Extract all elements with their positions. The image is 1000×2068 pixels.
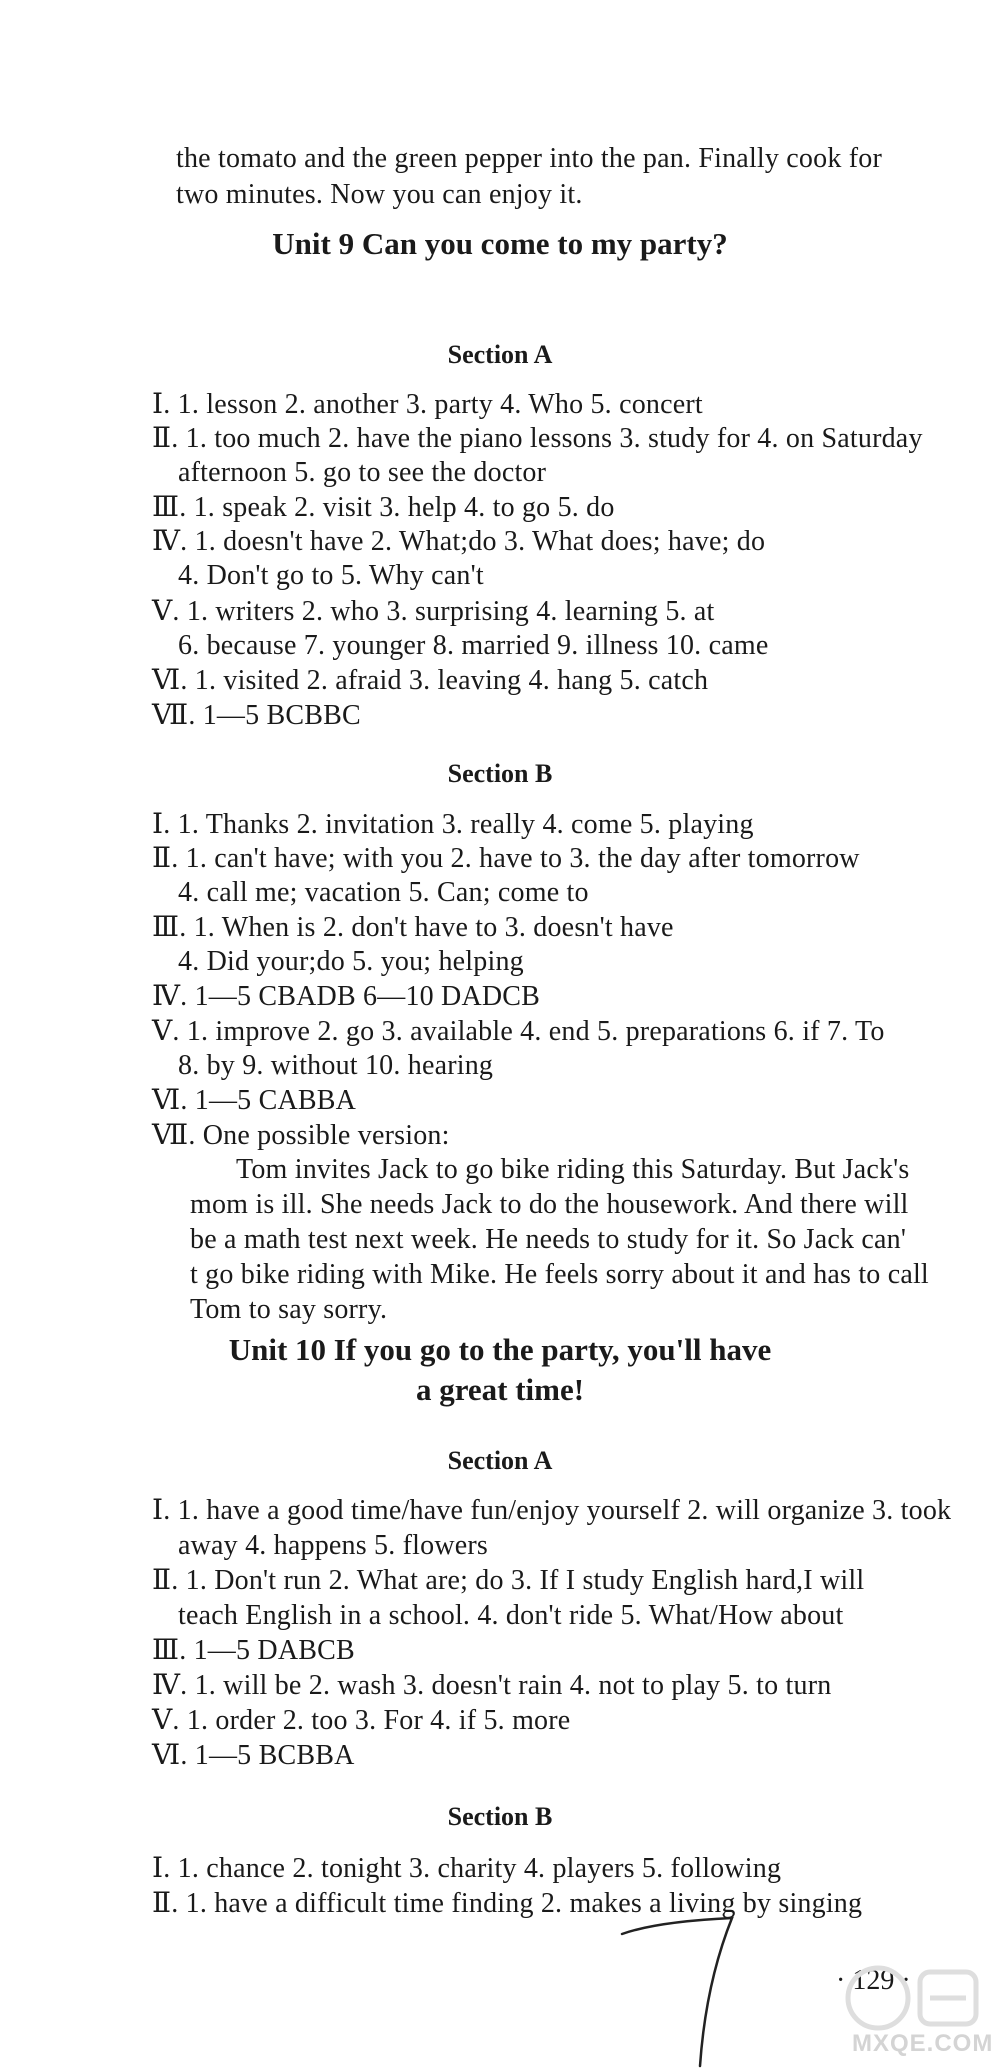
unit-9-section-b-heading: Section B [447, 759, 553, 788]
answer-line: Ⅳ. 1—5 CBADB 6—10 DADCB [152, 981, 541, 1012]
answer-line: 6. because 7. younger 8. married 9. illness 10. came [178, 630, 769, 661]
unit-10-section-b-heading: Section B [447, 1802, 553, 1831]
unit-10-section-a-heading: Section A [447, 1446, 553, 1475]
intro-line: two minutes. Now you can enjoy it. [176, 179, 583, 210]
answer-line: Ⅲ. 1. When is 2. don't have to 3. doesn't have [152, 912, 674, 943]
answer-line: 8. by 9. without 10. hearing [178, 1050, 494, 1081]
essay-line: t go bike riding with Mike. He feels sorry about it and has to call [190, 1259, 929, 1290]
unit-9-section-a-heading: Section A [447, 340, 553, 369]
answer-line: Ⅵ. 1—5 CABBA [152, 1085, 357, 1116]
answer-line: Ⅰ. 1. Thanks 2. invitation 3. really 4. come 5. playing [152, 809, 754, 840]
answer-line: 4. call me; vacation 5. Can; come to [178, 877, 589, 908]
answer-line: Ⅵ. 1—5 BCBBA [152, 1740, 355, 1771]
answer-line: Ⅰ. 1. lesson 2. another 3. party 4. Who 5. concert [152, 389, 703, 420]
answer-line: afternoon 5. go to see the doctor [178, 457, 547, 488]
answer-line: Ⅴ. 1. writers 2. who 3. surprising 4. learning 5. at [152, 596, 715, 627]
handwritten-mark [620, 1908, 750, 2068]
intro-line: the tomato and the green pepper into the pan. Finally cook for [176, 143, 882, 174]
page-number: · 129 · [836, 1965, 911, 1996]
watermark-text: MXQE.COM [852, 2030, 994, 2057]
answer-line: Ⅱ. 1. can't have; with you 2. have to 3. the day after tomorrow [152, 843, 860, 874]
unit-10-title: Unit 10 If you go to the party, you'll have [228, 1332, 772, 1367]
essay-line: be a math test next week. He needs to study for it. So Jack can' [190, 1224, 907, 1255]
essay-line: mom is ill. She needs Jack to do the housework. And there will [190, 1189, 909, 1220]
answer-line: Ⅶ. 1—5 BCBBC [152, 700, 361, 731]
essay-line: Tom to say sorry. [190, 1294, 388, 1325]
answer-line: 4. Don't go to 5. Why can't [178, 560, 484, 591]
answer-line: Ⅶ. One possible version: [152, 1120, 450, 1151]
answer-line: Ⅲ. 1—5 DABCB [152, 1635, 355, 1666]
answer-line: Ⅴ. 1. order 2. too 3. For 4. if 5. more [152, 1705, 571, 1736]
answer-line: Ⅳ. 1. doesn't have 2. What;do 3. What does; have; do [152, 526, 766, 557]
answer-line: 4. Did your;do 5. you; helping [178, 946, 524, 977]
answer-line: Ⅴ. 1. improve 2. go 3. available 4. end 5. preparations 6. if 7. To [152, 1016, 885, 1047]
answer-line: Ⅳ. 1. will be 2. wash 3. doesn't rain 4. not to play 5. to turn [152, 1670, 832, 1701]
unit-10-title-continued: a great time! [415, 1372, 585, 1407]
unit-9-title: Unit 9 Can you come to my party? [272, 226, 728, 261]
answer-line: away 4. happens 5. flowers [178, 1530, 489, 1561]
answer-line: Ⅰ. 1. chance 2. tonight 3. charity 4. players 5. following [152, 1853, 782, 1884]
answer-line: Ⅱ. 1. too much 2. have the piano lessons 3. study for 4. on Saturday [152, 423, 923, 454]
answer-line: teach English in a school. 4. don't ride 5. What/How about [178, 1600, 844, 1631]
essay-line: Tom invites Jack to go bike riding this Saturday. But Jack's [236, 1154, 910, 1185]
answer-line: Ⅰ. 1. have a good time/have fun/enjoy yourself 2. will organize 3. took [152, 1495, 952, 1526]
answer-line: Ⅱ. 1. have a difficult time finding 2. makes a living by singing [152, 1888, 863, 1919]
answer-line: Ⅵ. 1. visited 2. afraid 3. leaving 4. hang 5. catch [152, 665, 709, 696]
answer-line: Ⅱ. 1. Don't run 2. What are; do 3. If I study English hard,I will [152, 1565, 865, 1596]
answer-line: Ⅲ. 1. speak 2. visit 3. help 4. to go 5. do [152, 492, 615, 523]
